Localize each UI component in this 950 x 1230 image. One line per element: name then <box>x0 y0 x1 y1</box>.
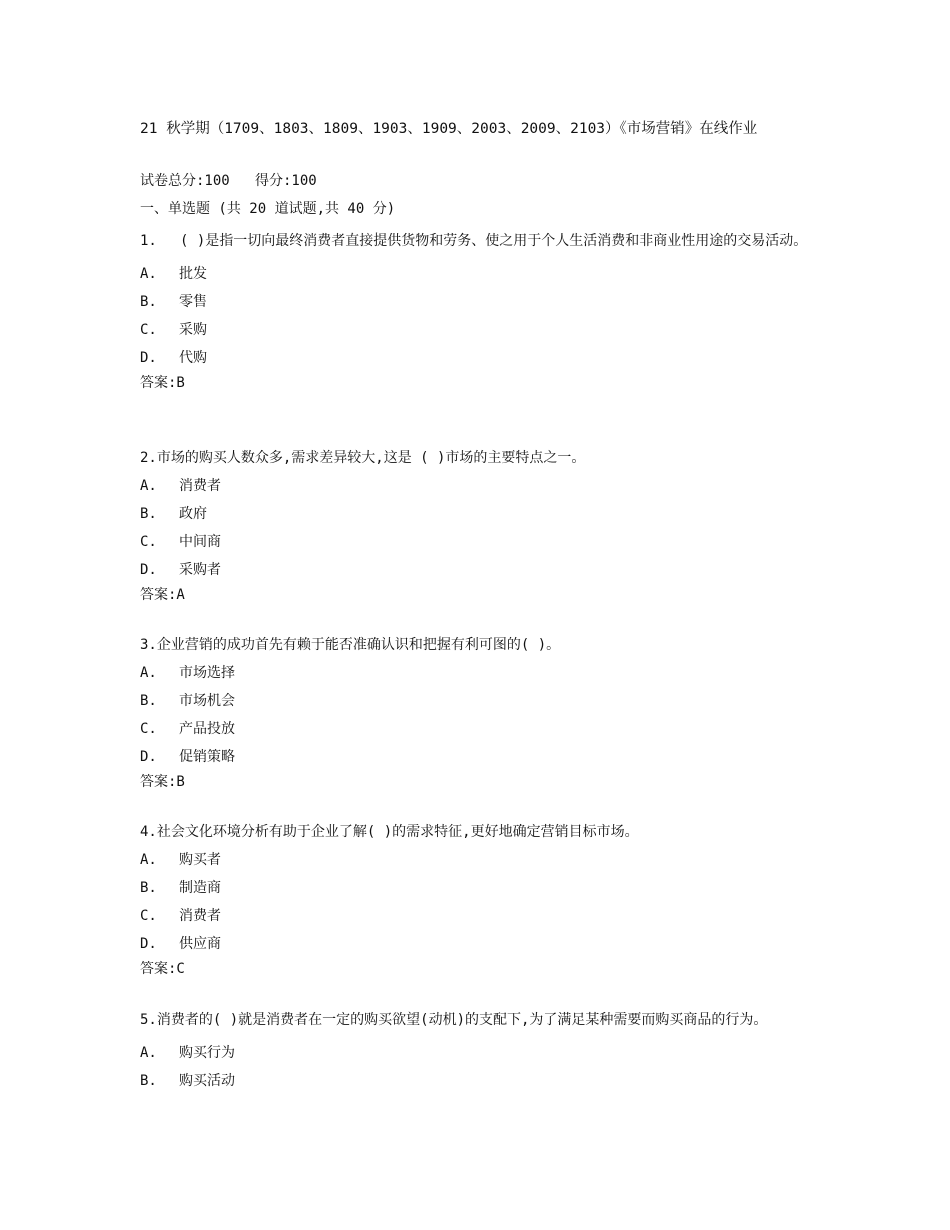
option-text: 购买活动 <box>179 1073 235 1089</box>
option-key: D. <box>140 936 157 952</box>
question-number: 1. <box>140 233 157 249</box>
option-key: D. <box>140 350 157 366</box>
answer: 答案:B <box>140 774 185 790</box>
option-text: 购买行为 <box>179 1045 235 1061</box>
answer: 答案:B <box>140 375 185 391</box>
option-text: 消费者 <box>179 478 221 494</box>
option-c <box>140 320 810 340</box>
question-text: ( )是指一切向最终消费者直接提供货物和劳务、使之用于个人生活消费和非商业性用途的交易活动。 <box>180 233 808 249</box>
option-text: 市场选择 <box>179 665 235 681</box>
option-key: B. <box>140 506 157 522</box>
option-text: 制造商 <box>179 880 221 896</box>
option-key: A. <box>140 1045 157 1061</box>
question-4 <box>140 820 810 979</box>
option-d <box>140 348 810 368</box>
option-text: 采购者 <box>179 562 221 578</box>
option-b <box>140 691 810 711</box>
option-text: 采购 <box>179 322 207 338</box>
question-5 <box>140 1008 810 1091</box>
option-b <box>140 1071 810 1091</box>
section-heading: 一、单选题 (共 20 道试题,共 40 分) <box>140 201 396 217</box>
question-number: 4. <box>140 824 157 840</box>
option-c <box>140 906 810 926</box>
answer: 答案:A <box>140 587 185 603</box>
option-text: 购买者 <box>179 852 221 868</box>
option-key: A. <box>140 478 157 494</box>
page-title: 21 秋学期（1709、1803、1809、1903、1909、2003、2009、2103）《市场营销》在线作业 <box>140 121 758 137</box>
question-text: 消费者的( )就是消费者在一定的购买欲望(动机)的支配下,为了满足某种需要而购买商品的行为。 <box>156 1012 768 1028</box>
question-1 <box>140 229 810 393</box>
option-a <box>140 264 810 284</box>
question-number: 5. <box>140 1012 157 1028</box>
option-key: C. <box>140 534 157 550</box>
option-text: 促销策略 <box>179 749 235 765</box>
option-text: 产品投放 <box>179 721 235 737</box>
option-text: 批发 <box>179 266 207 282</box>
option-a <box>140 850 810 870</box>
option-key: D. <box>140 749 157 765</box>
option-key: B. <box>140 693 157 709</box>
question-text: 企业营销的成功首先有赖于能否准确认识和把握有利可图的( )。 <box>156 637 561 653</box>
option-key: B. <box>140 1073 157 1089</box>
option-a <box>140 1043 810 1063</box>
option-key: A. <box>140 665 157 681</box>
question-text: 市场的购买人数众多,需求差异较大,这是 ( )市场的主要特点之一。 <box>156 450 586 466</box>
option-a <box>140 476 810 496</box>
question-2 <box>140 446 810 605</box>
option-d <box>140 747 810 767</box>
option-c <box>140 719 810 739</box>
option-a <box>140 663 810 683</box>
option-text: 市场机会 <box>179 693 235 709</box>
option-d <box>140 560 810 580</box>
option-key: C. <box>140 908 157 924</box>
option-b <box>140 292 810 312</box>
question-text: 社会文化环境分析有助于企业了解( )的需求特征,更好地确定营销目标市场。 <box>156 824 639 840</box>
option-text: 代购 <box>179 350 207 366</box>
question-number: 2. <box>140 450 157 466</box>
option-text: 中间商 <box>179 534 221 550</box>
question-number: 3. <box>140 637 157 653</box>
option-key: A. <box>140 266 157 282</box>
option-key: C. <box>140 322 157 338</box>
option-text: 政府 <box>179 506 207 522</box>
question-3 <box>140 633 810 792</box>
option-key: A. <box>140 852 157 868</box>
option-text: 供应商 <box>179 936 221 952</box>
option-key: B. <box>140 880 157 896</box>
option-key: D. <box>140 562 157 578</box>
option-text: 消费者 <box>179 908 221 924</box>
option-b <box>140 504 810 524</box>
option-key: B. <box>140 294 157 310</box>
option-text: 零售 <box>179 294 207 310</box>
option-key: C. <box>140 721 157 737</box>
option-c <box>140 532 810 552</box>
score-line: 试卷总分:100 得分:100 <box>140 173 317 189</box>
option-b <box>140 878 810 898</box>
answer: 答案:C <box>140 961 185 977</box>
option-d <box>140 934 810 954</box>
